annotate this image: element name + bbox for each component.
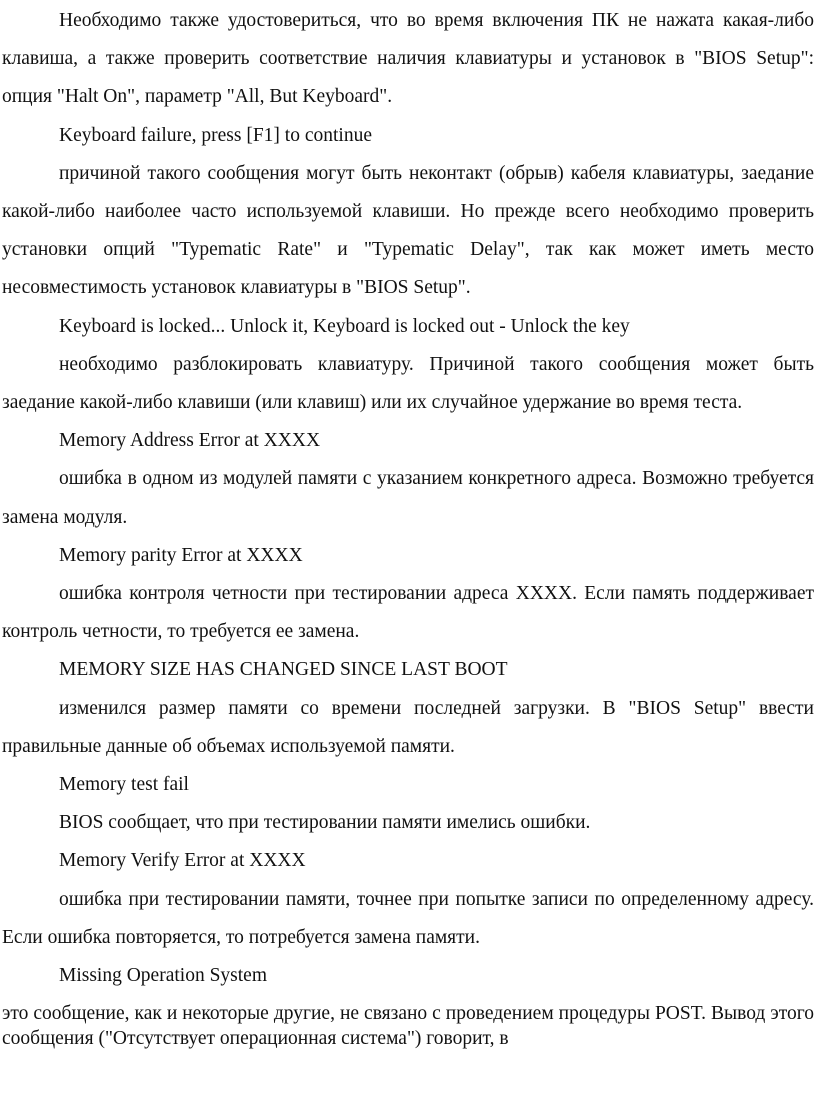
paragraph-memory-parity-cause: ошибка контроля четности при тестировании адреса XXXX. Если память поддерживает контроль четности, то требуется ее замена. [2,583,814,643]
error-missing-os: Missing Operation System [59,965,267,987]
error-memory-address: Memory Address Error at XXXX [59,430,321,452]
paragraph-memory-verify-cause: ошибка при тестировании памяти, точнее при попытке записи по определенному адресу. Если ошибка повторяется, то потребуется замена памяти. [2,888,814,948]
error-memory-size-changed: MEMORY SIZE HAS CHANGED SINCE LAST BOOT [59,659,508,681]
paragraph-memory-address-cause: ошибка в одном из модулей памяти с указанием конкретного адреса. Возможно требуется замена модуля. [2,468,814,528]
paragraph-keyboard-check: Необходимо также удостовериться, что во время включения ПК не нажата какая-либо клавиша, а также проверить соответствие наличия клавиатуры и установок в "BIOS Setup": опция "Halt On", параметр "All, But Keyboard". [2,10,814,108]
error-keyboard-locked: Keyboard is locked... Unlock it, Keyboard is locked out - Unlock the key [59,315,630,337]
paragraph-keyboard-locked-cause: необходимо разблокировать клавиатуру. Причиной такого сообщения может быть заедание какой-либо клавиши (или клавиш) или их случайное удержание во время теста. [2,353,814,414]
error-memory-test-fail: Memory test fail [59,774,189,796]
paragraph-missing-os-cause: это сообщение, как и некоторые другие, не связано с проведением процедуры POST. Вывод этого сообщения ("Отсутствует операционная система") говорит, в [2,1003,814,1050]
error-keyboard-failure: Keyboard failure, press [F1] to continue [59,124,372,146]
paragraph-memory-test-fail-cause: BIOS сообщает, что при тестировании памяти имелись ошибки. [59,812,591,834]
paragraph-keyboard-failure-cause: причиной такого сообщения могут быть неконтакт (обрыв) кабеля клавиатуры, заедание какой-либо наиболее часто используемой клавиши. Но прежде всего необходимо проверить установки опций "Typematic Rate" и "Typematic Delay", так как может иметь место несовместимость установок клавиатуры в "BIOS Setup". [2,162,814,299]
error-memory-parity: Memory parity Error at XXXX [59,544,303,566]
error-memory-verify: Memory Verify Error at XXXX [59,850,306,872]
paragraph-memory-size-cause: изменился размер памяти со времени последней загрузки. В "BIOS Setup" ввести правильные данные об объемах используемой памяти. [2,697,814,757]
